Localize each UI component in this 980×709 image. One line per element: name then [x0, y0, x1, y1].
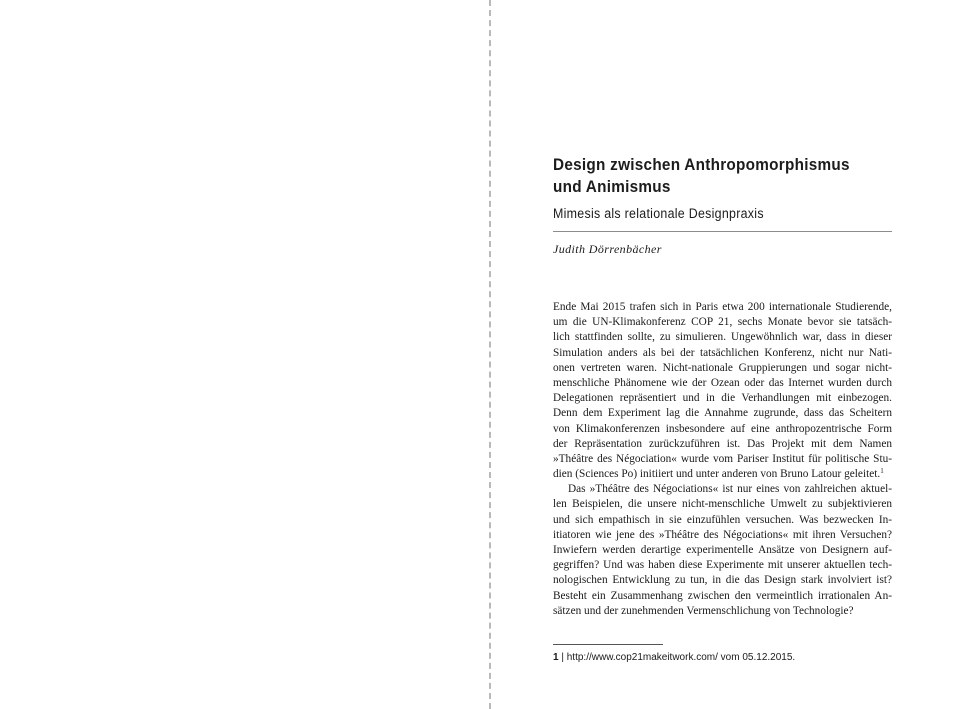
chapter-title-line-2: und Animismus — [553, 177, 671, 196]
text-line: um die UN-Klimakonferenz COP 21, sechs Monate bevor sie tatsäch- — [553, 316, 892, 329]
text-line: von Klimakonferenzen insbesondere auf eine anthropozentrische Form — [553, 422, 892, 435]
text-line: len Beispielen, die unsere nicht-menschliche Umwelt zu subjektivieren — [553, 498, 892, 511]
footnote-divider — [553, 644, 663, 645]
text-line: menschliche Phänomene wie der Ozean oder das Internet wurden durch — [553, 376, 892, 389]
text-line: gegriffen? Und was haben diese Experimente mit unserer aktuellen tech- — [553, 559, 892, 572]
author-name: Judith Dörrenbächer — [553, 242, 662, 256]
text-line: itiatoren wie jene des »Théâtre des Négociations« mit ihren Versuchen? — [553, 528, 892, 541]
text-line: der Repräsentation zurückzuführen ist. Das Projekt mit dem Namen — [553, 437, 892, 450]
footnote — [553, 652, 795, 663]
text-line: Das »Théâtre des Négociations« ist nur eines von zahlreichen aktuel- — [568, 483, 892, 496]
chapter-title-line-1: Design zwischen Anthropomorphismus — [553, 155, 850, 174]
right-page — [492, 0, 980, 709]
chapter-subtitle: Mimesis als relationale Designpraxis — [553, 206, 764, 221]
text-line: nologischen Entwicklung zu tun, in die das Design stark involviert ist? — [553, 574, 892, 587]
text-line: lich stattfinden sollte, zu simulieren. Ungewöhnlich war, dass in dieser — [553, 331, 892, 344]
footnote-separator: | — [561, 652, 564, 663]
title-divider — [553, 231, 892, 232]
text-line: Ende Mai 2015 trafen sich in Paris etwa 200 internationale Studierende, — [553, 301, 892, 313]
text-line: Denn dem Experiment lag die Annahme zugrunde, dass das Scheitern — [553, 407, 892, 420]
footnote-reference[interactable]: 1 — [880, 467, 884, 476]
body-text — [553, 300, 892, 619]
text-line: dien (Sciences Po) initiiert und unter anderen von Bruno Latour geleitet.$^1$ — [553, 467, 884, 481]
text-line: »Théâtre des Négociation« wurde vom Pariser Institut für politische Stu- — [553, 452, 892, 465]
text-line: Inwiefern werden derartige experimentelle Ansätze von Designern auf- — [553, 544, 892, 556]
chapter-title — [553, 154, 859, 198]
text-line: Delegationen repräsentiert und in die Verhandlungen mit einbezogen. — [553, 392, 892, 405]
footnote-number: 1 — [553, 652, 559, 663]
text-line: und sich empathisch in sie einzufühlen versuchen. Was bezwecken In- — [553, 513, 892, 526]
footnote-link[interactable]: http://www.cop21makeitwork.com/ vom 05.12.2015. — [566, 652, 796, 663]
text-line: Simulation anders als bei der tatsächlichen Konferenz, nicht nur Nati- — [553, 346, 892, 359]
paragraph-2 — [553, 482, 892, 619]
text-line: onen vertreten waren. Nicht-nationale Gruppierungen und sogar nicht- — [553, 361, 892, 374]
paragraph-1 — [553, 300, 892, 482]
page-gutter-dashed-line — [489, 0, 491, 709]
text-line: sätzen und der zunehmenden Vermenschlichung von Technologie? — [553, 604, 854, 617]
text-line: Besteht ein Zusammenhang zwischen den vermeintlich irrationalen An- — [553, 589, 892, 602]
